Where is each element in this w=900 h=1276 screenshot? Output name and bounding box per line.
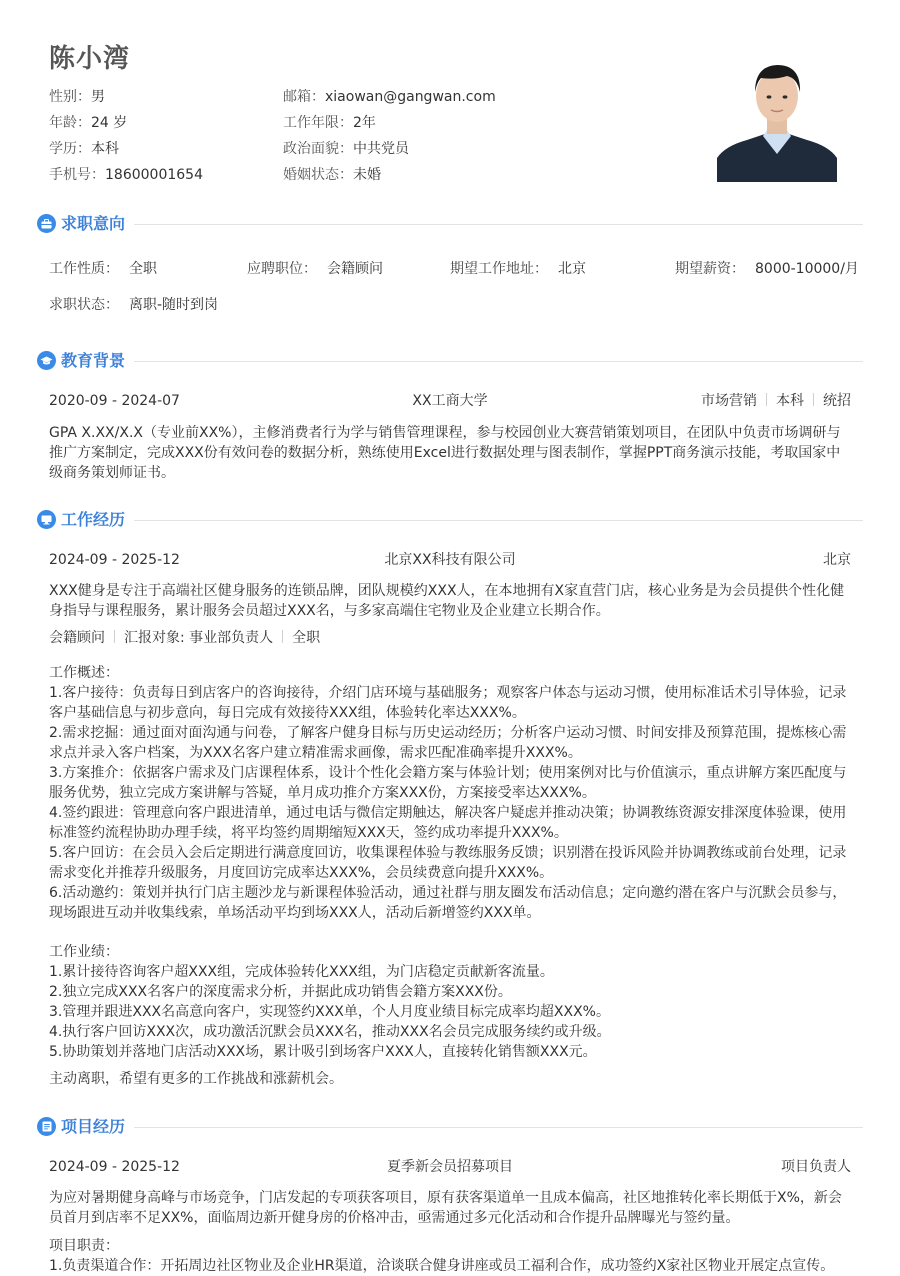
project-name: 夏季新会员招募项目 (387, 1159, 513, 1175)
section-divider (134, 361, 863, 362)
document-icon (37, 1117, 56, 1136)
info-label: 学历： (49, 141, 91, 157)
intent-value: 北京 (558, 261, 586, 277)
section-title: 教育背景 (61, 351, 126, 370)
work-achievement-item: 4.执行客户回访XXX次，成功激活沉默会员XXX名，推动XXX名会员完成服务续约或升级。 (49, 1024, 611, 1040)
intent-label: 应聘职位： (247, 261, 317, 277)
work-achievement-item: 2.独立完成XXX名客户的深度需求分析，并据此成功销售会籍方案XXX份。 (49, 984, 512, 1000)
info-value: 未婚 (353, 167, 381, 183)
intent-status (49, 295, 218, 315)
intent-label: 求职状态： (49, 297, 119, 313)
info-label: 政治面貌： (283, 141, 353, 157)
education-description: GPA X.XX/X.X（专业前XX%），主修消费者行为学与销售管理课程，参与校园创业大赛营销策划项目，在团队中负责市场调研与推广方案制定，完成XXX份有效问卷的数据分析，熟练使用Excel进行数据处理与图表制作，掌握PPT商务演示技能，考取国家中级商务策划师证书。 (49, 425, 841, 481)
project-period: 2024-09 - 2025-12 (49, 1159, 180, 1175)
info-label: 手机号： (49, 167, 105, 183)
education-mode: 统招 (823, 393, 851, 409)
project-role: 项目负责人 (781, 1159, 851, 1175)
section-title: 项目经历 (61, 1117, 126, 1136)
info-value: 男 (91, 89, 105, 105)
info-label: 年龄： (49, 115, 91, 131)
info-value: 本科 (91, 141, 119, 157)
section-divider (134, 520, 863, 521)
work-achievements-title: 工作业绩： (49, 944, 119, 960)
section-divider (134, 224, 863, 225)
work-overview (49, 663, 851, 923)
info-value: 中共党员 (353, 141, 409, 157)
info-label: 性别： (49, 89, 91, 105)
work-company: 北京XX科技有限公司 (384, 552, 516, 568)
separator (114, 630, 115, 643)
intent-label: 期望薪资： (675, 261, 745, 277)
project-row (49, 1157, 851, 1177)
section-education-header (37, 349, 863, 373)
education-school: XX工商大学 (412, 393, 488, 409)
work-overview-item: 5.客户回访：在会员入会后定期进行满意度回访，收集课程体验与教练服务反馈；识别潜在投诉风险并协调教练或前台处理，记录需求变化并推荐升级服务，月度回访完成率达XXX%，会员续费意向提升XXX%。 (49, 845, 847, 881)
candidate-name: 陈小湾 (49, 44, 131, 74)
monitor-icon (37, 510, 56, 529)
separator (813, 393, 814, 406)
profile-photo (717, 50, 837, 182)
work-overview-item: 2.需求挖掘：通过面对面沟通与问卷，了解客户健身目标与历史运动经历；分析客户运动习惯、时间安排及预算范围，提炼核心需求点并录入客户档案，为XXX名客户建立精准需求画像，需求匹配准确率提升XXX%。 (49, 725, 847, 761)
work-job-type: 全职 (292, 630, 321, 646)
education-meta (701, 391, 851, 411)
work-overview-item: 1.客户接待：负责每日到店客户的咨询接待，介绍门店环境与基础服务；观察客户体态与运动习惯，使用标准话术引导体验，记录客户基础信息与初步意向，每日完成有效接待XXX组，体验转化率达XXX%。 (49, 685, 847, 721)
project-description: 为应对暑期健身高峰与市场竞争，门店发起的专项获客项目，原有获客渠道单一且成本偏高，社区地推转化率长期低于X%，新会员首月到店率不足XX%，面临周边新开健身房的价格冲击，亟需通过多元化活动和合作提升品牌曝光与签约量。 (49, 1190, 842, 1226)
info-value: 2年 (353, 115, 376, 131)
education-major: 市场营销 (701, 393, 757, 409)
intent-salary (675, 259, 859, 279)
work-period: 2024-09 - 2025-12 (49, 552, 180, 568)
work-city: 北京 (823, 552, 851, 568)
info-age (49, 112, 127, 132)
info-email (283, 86, 496, 106)
work-row (49, 550, 851, 570)
intent-value: 全职 (129, 261, 157, 277)
section-project-header (37, 1115, 863, 1139)
briefcase-icon (37, 214, 56, 233)
work-report-to: 汇报对象: 事业部负责人 (124, 630, 274, 646)
work-leave-reason: 主动离职，希望有更多的工作挑战和涨薪机会。 (49, 1071, 343, 1087)
separator (766, 393, 767, 406)
info-value: xiaowan@gangwan.com (325, 89, 496, 105)
person-photo-icon (717, 50, 837, 182)
section-title: 求职意向 (61, 214, 126, 233)
info-education (49, 138, 119, 158)
intent-value: 8000-10000/月 (755, 261, 859, 277)
section-intent-header (37, 212, 863, 236)
project-duty-item: 1.负责渠道合作：开拓周边社区物业及企业HR渠道，洽谈联合健身讲座或员工福利合作，成功签约X家社区物业开展定点宣传。 (49, 1258, 835, 1274)
work-achievement-item: 5.协助策划并落地门店活动XXX场，累计吸引到场客户XXX人，直接转化销售额XXX元。 (49, 1044, 597, 1060)
intent-location (450, 259, 586, 279)
info-label: 工作年限： (283, 115, 353, 131)
work-achievements (49, 942, 851, 1062)
section-divider (134, 1127, 863, 1128)
graduation-cap-icon (37, 351, 56, 370)
info-label: 婚姻状态： (283, 167, 353, 183)
intent-value: 会籍顾问 (327, 261, 383, 277)
project-duties (49, 1236, 851, 1276)
info-gender (49, 86, 105, 106)
education-degree: 本科 (776, 393, 804, 409)
info-phone (49, 164, 203, 184)
info-years (283, 112, 376, 132)
work-role-line (49, 628, 851, 648)
info-label: 邮箱： (283, 89, 325, 105)
education-period: 2020-09 - 2024-07 (49, 393, 180, 409)
section-work-header (37, 508, 863, 532)
info-value: 18600001654 (105, 167, 203, 183)
work-overview-title: 工作概述： (49, 665, 119, 681)
work-role: 会籍顾问 (49, 630, 105, 646)
info-marital (283, 164, 381, 184)
intent-type (49, 259, 157, 279)
work-overview-item: 4.签约跟进：管理意向客户跟进清单，通过电话与微信定期触达，解决客户疑虑并推动决策；协调教练资源安排深度体验课，使用标准签约流程协助办理手续，将平均签约周期缩短XXX天，签约成功率提升XXX%。 (49, 805, 847, 841)
intent-label: 工作性质： (49, 261, 119, 277)
project-duties-title: 项目职责： (49, 1238, 119, 1254)
work-company-description: XXX健身是专注于高端社区健身服务的连锁品牌，团队规模约XXX人，在本地拥有X家直营门店，核心业务是为会员提供个性化健身指导与课程服务，累计服务会员超过XXX名，与多家高端住宅物业及企业建立长期合作。 (49, 583, 845, 619)
info-value: 24 岁 (91, 115, 128, 131)
education-row (49, 391, 851, 411)
intent-position (247, 259, 383, 279)
separator (282, 630, 283, 643)
work-achievement-item: 1.累计接待咨询客户超XXX组，完成体验转化XXX组，为门店稳定贡献新客流量。 (49, 964, 554, 980)
section-title: 工作经历 (61, 510, 126, 529)
intent-label: 期望工作地址： (450, 261, 548, 277)
intent-value: 离职-随时到岗 (129, 297, 219, 313)
info-politics (283, 138, 409, 158)
work-achievement-item: 3.管理并跟进XXX名高意向客户，实现签约XXX单，个人月度业绩目标完成率均超XXX%。 (49, 1004, 610, 1020)
work-overview-item: 3.方案推介：依据客户需求及门店课程体系，设计个性化会籍方案与体验计划；使用案例对比与价值演示，重点讲解方案匹配度与服务优势，独立完成方案讲解与答疑，单月成功推介方案XXX份，方案接受率达XXX%。 (49, 765, 847, 801)
work-overview-item: 6.活动邀约：策划并执行门店主题沙龙与新课程体验活动，通过社群与朋友圈发布活动信息；定向邀约潜在客户与沉默会员参与，现场跟进互动并收集线索，单场活动平均到场XXX人，活动后新增签约XXX单。 (49, 885, 847, 921)
